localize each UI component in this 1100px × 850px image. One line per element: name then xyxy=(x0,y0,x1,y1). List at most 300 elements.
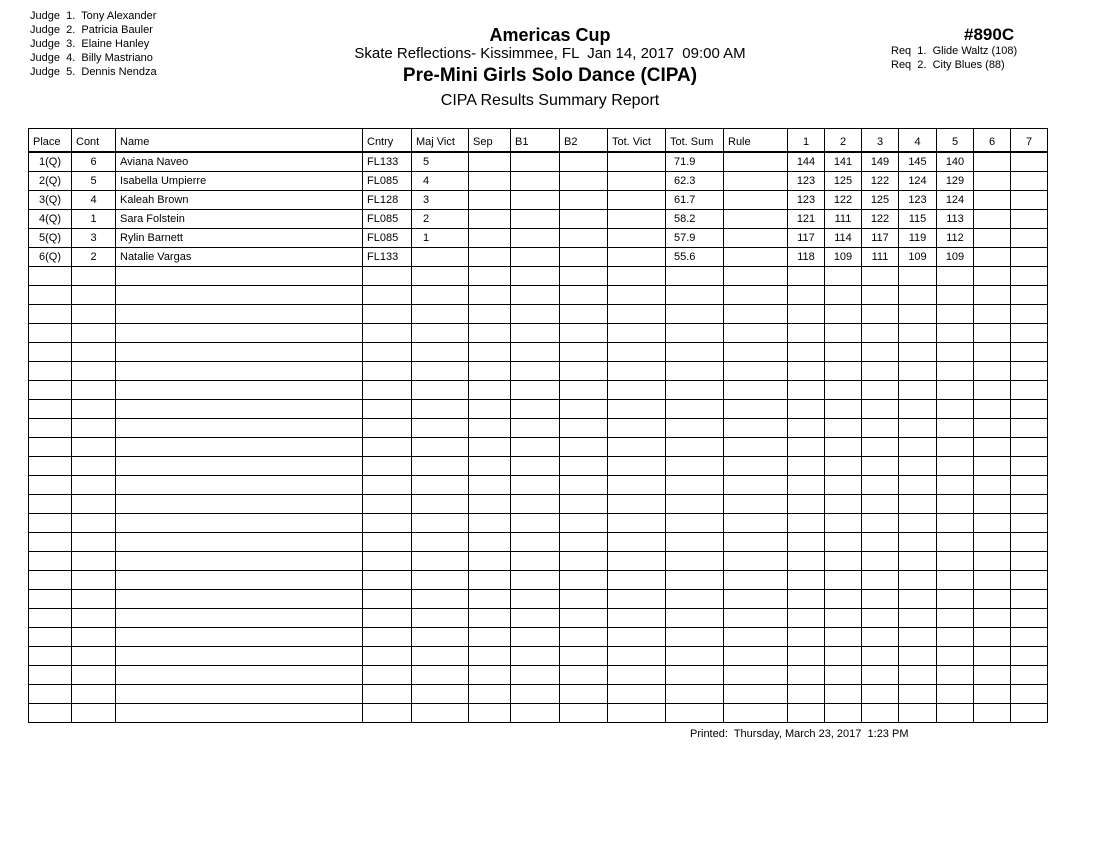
cell-b2 xyxy=(560,495,608,514)
cell-b2 xyxy=(560,267,608,286)
cell-tot-sum xyxy=(666,438,724,457)
cell-b1 xyxy=(511,514,560,533)
cell-judge-2-score xyxy=(825,362,862,381)
cell-cntry xyxy=(363,571,412,590)
cell-judge-5-score xyxy=(937,343,974,362)
cell-judge-4-score xyxy=(899,457,937,476)
cell-name xyxy=(116,514,363,533)
cell-judge-3-score xyxy=(862,571,899,590)
cell-sep xyxy=(469,172,511,191)
cell-judge-2-score xyxy=(825,571,862,590)
cell-name xyxy=(116,343,363,362)
cell-maj-vict xyxy=(412,362,469,381)
cell-cont xyxy=(72,305,116,324)
cell-judge-3-score xyxy=(862,343,899,362)
cell-judge-7-score xyxy=(1011,685,1048,704)
cell-cntry xyxy=(363,324,412,343)
cell-place: 4(Q) xyxy=(29,210,72,229)
cell-cont xyxy=(72,571,116,590)
cell-judge-4-score: 109 xyxy=(899,248,937,267)
cell-judge-7-score xyxy=(1011,514,1048,533)
cell-sep xyxy=(469,571,511,590)
cell-tot-sum: 58.2 xyxy=(666,210,724,229)
venue-date: Skate Reflections- Kissimmee, FL Jan 14, 2017 09:00 AM xyxy=(354,45,746,62)
col-tot-sum: Tot. Sum xyxy=(666,129,724,153)
cell-b1 xyxy=(511,571,560,590)
cell-judge-6-score xyxy=(974,457,1011,476)
cell-cont xyxy=(72,704,116,723)
cell-judge-2-score xyxy=(825,324,862,343)
cell-judge-7-score xyxy=(1011,438,1048,457)
cell-tot-vict xyxy=(608,305,666,324)
cell-tot-sum: 55.6 xyxy=(666,248,724,267)
cell-b2 xyxy=(560,381,608,400)
cell-judge-1-score: 121 xyxy=(788,210,825,229)
cell-b2 xyxy=(560,685,608,704)
cell-sep xyxy=(469,210,511,229)
cell-name xyxy=(116,704,363,723)
cell-name: Sara Folstein xyxy=(116,210,363,229)
cell-cntry xyxy=(363,476,412,495)
cell-maj-vict xyxy=(412,571,469,590)
cell-cntry xyxy=(363,514,412,533)
cell-tot-sum xyxy=(666,286,724,305)
cell-judge-3-score xyxy=(862,533,899,552)
cell-name xyxy=(116,324,363,343)
cell-maj-vict xyxy=(412,495,469,514)
cell-rule xyxy=(724,152,788,172)
cell-sep xyxy=(469,152,511,172)
cell-judge-4-score: 119 xyxy=(899,229,937,248)
cell-judge-2-score xyxy=(825,647,862,666)
cell-tot-vict xyxy=(608,476,666,495)
judge-3: Judge 3. Elaine Hanley xyxy=(30,38,150,50)
cell-b2 xyxy=(560,571,608,590)
cell-tot-vict xyxy=(608,229,666,248)
cell-cntry: FL085 xyxy=(363,172,412,191)
cell-judge-3-score xyxy=(862,267,899,286)
cell-cont xyxy=(72,666,116,685)
cell-sep xyxy=(469,400,511,419)
cell-tot-vict xyxy=(608,419,666,438)
cell-place xyxy=(29,590,72,609)
cell-b1 xyxy=(511,381,560,400)
empty-row xyxy=(29,609,1048,628)
cell-tot-sum xyxy=(666,571,724,590)
cell-tot-vict xyxy=(608,495,666,514)
cell-b2 xyxy=(560,552,608,571)
cell-place xyxy=(29,324,72,343)
cell-tot-vict xyxy=(608,609,666,628)
cell-maj-vict xyxy=(412,704,469,723)
cell-tot-vict xyxy=(608,286,666,305)
cell-cntry xyxy=(363,495,412,514)
cell-b1 xyxy=(511,362,560,381)
col-judge-4: 4 xyxy=(899,129,937,153)
cell-judge-3-score: 125 xyxy=(862,191,899,210)
cell-place: 1(Q) xyxy=(29,152,72,172)
cell-rule xyxy=(724,685,788,704)
cell-judge-4-score xyxy=(899,343,937,362)
cell-tot-sum xyxy=(666,628,724,647)
cell-cntry xyxy=(363,647,412,666)
cell-tot-sum xyxy=(666,381,724,400)
empty-row xyxy=(29,685,1048,704)
empty-row xyxy=(29,419,1048,438)
cell-judge-5-score xyxy=(937,267,974,286)
cell-b2 xyxy=(560,210,608,229)
cell-judge-3-score xyxy=(862,324,899,343)
cell-judge-5-score xyxy=(937,286,974,305)
cell-judge-2-score xyxy=(825,628,862,647)
cell-cntry: FL133 xyxy=(363,248,412,267)
cell-b1 xyxy=(511,533,560,552)
cell-judge-6-score xyxy=(974,248,1011,267)
cell-judge-2-score: 109 xyxy=(825,248,862,267)
cell-b2 xyxy=(560,666,608,685)
cell-judge-6-score xyxy=(974,400,1011,419)
cell-cont: 3 xyxy=(72,229,116,248)
cell-name xyxy=(116,286,363,305)
cell-b1 xyxy=(511,438,560,457)
cell-maj-vict xyxy=(412,609,469,628)
cell-b1 xyxy=(511,229,560,248)
cell-b1 xyxy=(511,210,560,229)
cell-judge-1-score xyxy=(788,476,825,495)
col-rule: Rule xyxy=(724,129,788,153)
cell-judge-4-score: 145 xyxy=(899,152,937,172)
cell-maj-vict xyxy=(412,438,469,457)
cell-b1 xyxy=(511,647,560,666)
cell-judge-6-score xyxy=(974,571,1011,590)
cell-maj-vict xyxy=(412,552,469,571)
col-judge-7: 7 xyxy=(1011,129,1048,153)
cell-sep xyxy=(469,324,511,343)
cell-judge-1-score xyxy=(788,419,825,438)
col-b2: B2 xyxy=(560,129,608,153)
cell-judge-6-score xyxy=(974,152,1011,172)
cell-tot-sum xyxy=(666,400,724,419)
empty-row xyxy=(29,590,1048,609)
cell-cntry xyxy=(363,400,412,419)
cell-judge-1-score: 123 xyxy=(788,191,825,210)
cell-judge-1-score xyxy=(788,362,825,381)
cell-judge-1-score xyxy=(788,438,825,457)
col-place: Place xyxy=(29,129,72,153)
cell-judge-3-score: 122 xyxy=(862,210,899,229)
cell-judge-6-score xyxy=(974,685,1011,704)
cell-cntry xyxy=(363,609,412,628)
cell-judge-5-score xyxy=(937,704,974,723)
cell-judge-5-score xyxy=(937,685,974,704)
competition-title: Americas Cup xyxy=(489,25,611,45)
cell-rule xyxy=(724,571,788,590)
cell-tot-sum xyxy=(666,324,724,343)
event-code: #890C xyxy=(964,25,1015,44)
cell-tot-vict xyxy=(608,438,666,457)
cell-tot-vict xyxy=(608,704,666,723)
cell-cont xyxy=(72,267,116,286)
cell-sep xyxy=(469,343,511,362)
cell-maj-vict: 4 xyxy=(412,172,469,191)
cell-judge-5-score: 129 xyxy=(937,172,974,191)
cell-tot-sum xyxy=(666,704,724,723)
table-row xyxy=(29,248,1048,267)
cell-cont xyxy=(72,419,116,438)
cell-judge-5-score xyxy=(937,590,974,609)
empty-row xyxy=(29,267,1048,286)
cell-place: 5(Q) xyxy=(29,229,72,248)
cell-judge-6-score xyxy=(974,286,1011,305)
cell-b1 xyxy=(511,590,560,609)
cell-judge-7-score xyxy=(1011,457,1048,476)
cell-sep xyxy=(469,609,511,628)
cell-b1 xyxy=(511,628,560,647)
cell-judge-3-score xyxy=(862,476,899,495)
cell-judge-1-score xyxy=(788,628,825,647)
cell-place xyxy=(29,286,72,305)
cell-judge-6-score xyxy=(974,267,1011,286)
cell-b1 xyxy=(511,152,560,172)
cell-judge-4-score: 115 xyxy=(899,210,937,229)
cell-cont xyxy=(72,457,116,476)
cell-maj-vict xyxy=(412,590,469,609)
cell-judge-4-score xyxy=(899,476,937,495)
cell-judge-2-score xyxy=(825,305,862,324)
cell-judge-6-score xyxy=(974,438,1011,457)
results-table xyxy=(28,128,1048,723)
cell-cont xyxy=(72,533,116,552)
cell-place xyxy=(29,267,72,286)
cell-sep xyxy=(469,704,511,723)
cell-judge-4-score xyxy=(899,571,937,590)
empty-row xyxy=(29,514,1048,533)
col-b1: B1 xyxy=(511,129,560,153)
cell-judge-7-score xyxy=(1011,343,1048,362)
cell-judge-4-score xyxy=(899,552,937,571)
cell-place xyxy=(29,362,72,381)
cell-cntry xyxy=(363,552,412,571)
cell-name: Natalie Vargas xyxy=(116,248,363,267)
cell-judge-5-score xyxy=(937,552,974,571)
cell-sep xyxy=(469,552,511,571)
cell-judge-6-score xyxy=(974,172,1011,191)
cell-place xyxy=(29,381,72,400)
cell-maj-vict: 3 xyxy=(412,191,469,210)
cell-tot-vict xyxy=(608,666,666,685)
cell-b2 xyxy=(560,286,608,305)
cell-b1 xyxy=(511,248,560,267)
col-sep: Sep xyxy=(469,129,511,153)
cell-rule xyxy=(724,419,788,438)
cell-cntry: FL085 xyxy=(363,229,412,248)
cell-cntry xyxy=(363,362,412,381)
cell-judge-5-score: 140 xyxy=(937,152,974,172)
cell-name xyxy=(116,438,363,457)
cell-b2 xyxy=(560,590,608,609)
cell-judge-2-score xyxy=(825,343,862,362)
cell-b1 xyxy=(511,476,560,495)
cell-name xyxy=(116,552,363,571)
cell-b2 xyxy=(560,172,608,191)
cell-judge-5-score xyxy=(937,666,974,685)
cell-judge-1-score: 123 xyxy=(788,172,825,191)
cell-judge-3-score xyxy=(862,495,899,514)
cell-judge-7-score xyxy=(1011,362,1048,381)
cell-judge-6-score xyxy=(974,628,1011,647)
cell-name xyxy=(116,419,363,438)
cell-rule xyxy=(724,590,788,609)
cell-cntry xyxy=(363,533,412,552)
empty-row xyxy=(29,552,1048,571)
cell-cntry xyxy=(363,419,412,438)
cell-sep xyxy=(469,286,511,305)
cell-judge-4-score xyxy=(899,685,937,704)
cell-cntry xyxy=(363,457,412,476)
cell-judge-1-score xyxy=(788,552,825,571)
cell-name: Kaleah Brown xyxy=(116,191,363,210)
cell-place xyxy=(29,419,72,438)
cell-judge-6-score xyxy=(974,191,1011,210)
cell-judge-6-score xyxy=(974,305,1011,324)
empty-row xyxy=(29,438,1048,457)
cell-sep xyxy=(469,191,511,210)
cell-place: 2(Q) xyxy=(29,172,72,191)
cell-b2 xyxy=(560,152,608,172)
table-row xyxy=(29,172,1048,191)
cell-tot-vict xyxy=(608,628,666,647)
cell-judge-5-score xyxy=(937,381,974,400)
cell-tot-sum: 62.3 xyxy=(666,172,724,191)
cell-judge-1-score xyxy=(788,305,825,324)
cell-sep xyxy=(469,590,511,609)
cell-judge-5-score xyxy=(937,495,974,514)
empty-row xyxy=(29,533,1048,552)
cell-cont: 6 xyxy=(72,152,116,172)
empty-row xyxy=(29,647,1048,666)
cell-rule xyxy=(724,647,788,666)
cell-place xyxy=(29,685,72,704)
cell-place xyxy=(29,305,72,324)
cell-cntry xyxy=(363,305,412,324)
cell-judge-6-score xyxy=(974,609,1011,628)
cell-judge-3-score xyxy=(862,552,899,571)
cell-judge-2-score xyxy=(825,685,862,704)
cell-place xyxy=(29,628,72,647)
cell-judge-1-score xyxy=(788,685,825,704)
cell-rule xyxy=(724,533,788,552)
cell-sep xyxy=(469,438,511,457)
cell-cntry: FL128 xyxy=(363,191,412,210)
cell-judge-2-score xyxy=(825,286,862,305)
cell-b2 xyxy=(560,647,608,666)
cell-judge-7-score xyxy=(1011,191,1048,210)
cell-judge-3-score xyxy=(862,628,899,647)
empty-row xyxy=(29,362,1048,381)
cell-tot-vict xyxy=(608,248,666,267)
cell-judge-5-score: 113 xyxy=(937,210,974,229)
cell-tot-vict xyxy=(608,457,666,476)
cell-rule xyxy=(724,172,788,191)
judge-4: Judge 4. Billy Mastriano xyxy=(30,52,153,64)
cell-tot-sum xyxy=(666,552,724,571)
cell-rule xyxy=(724,324,788,343)
cell-sep xyxy=(469,685,511,704)
cell-judge-6-score xyxy=(974,704,1011,723)
cell-maj-vict xyxy=(412,419,469,438)
cell-name: Rylin Barnett xyxy=(116,229,363,248)
cell-rule xyxy=(724,514,788,533)
cell-judge-7-score xyxy=(1011,704,1048,723)
cell-judge-4-score xyxy=(899,419,937,438)
cell-maj-vict xyxy=(412,305,469,324)
cell-judge-1-score xyxy=(788,609,825,628)
cell-tot-vict xyxy=(608,533,666,552)
cell-cont: 2 xyxy=(72,248,116,267)
cell-tot-sum xyxy=(666,476,724,495)
empty-row xyxy=(29,476,1048,495)
cell-judge-2-score: 122 xyxy=(825,191,862,210)
cell-judge-7-score xyxy=(1011,666,1048,685)
col-maj-vict: Maj Vict xyxy=(412,129,469,153)
col-name: Name xyxy=(116,129,363,153)
cell-judge-4-score xyxy=(899,438,937,457)
col-judge-5: 5 xyxy=(937,129,974,153)
col-tot-vict: Tot. Vict xyxy=(608,129,666,153)
event-title: Pre-Mini Girls Solo Dance (CIPA) xyxy=(402,65,698,86)
cell-judge-5-score xyxy=(937,628,974,647)
cell-place xyxy=(29,533,72,552)
cell-judge-4-score xyxy=(899,305,937,324)
cell-rule xyxy=(724,191,788,210)
table-row xyxy=(29,152,1048,172)
cell-judge-4-score xyxy=(899,495,937,514)
cell-judge-5-score xyxy=(937,476,974,495)
cell-judge-6-score xyxy=(974,229,1011,248)
cell-cntry xyxy=(363,343,412,362)
col-judge-3: 3 xyxy=(862,129,899,153)
cell-judge-2-score xyxy=(825,400,862,419)
cell-name xyxy=(116,571,363,590)
cell-judge-1-score: 117 xyxy=(788,229,825,248)
cell-judge-4-score xyxy=(899,267,937,286)
cell-tot-vict xyxy=(608,571,666,590)
cell-judge-7-score xyxy=(1011,419,1048,438)
cell-b1 xyxy=(511,191,560,210)
cell-sep xyxy=(469,495,511,514)
cell-tot-sum: 57.9 xyxy=(666,229,724,248)
cell-judge-7-score xyxy=(1011,400,1048,419)
cell-b1 xyxy=(511,495,560,514)
cell-maj-vict xyxy=(412,400,469,419)
cell-judge-7-score xyxy=(1011,647,1048,666)
cell-judge-5-score: 109 xyxy=(937,248,974,267)
cell-tot-sum xyxy=(666,305,724,324)
col-cont: Cont xyxy=(72,129,116,153)
cell-cont xyxy=(72,324,116,343)
cell-judge-2-score xyxy=(825,267,862,286)
cell-rule xyxy=(724,476,788,495)
cell-cont xyxy=(72,476,116,495)
cell-name xyxy=(116,628,363,647)
cell-judge-4-score: 124 xyxy=(899,172,937,191)
cell-cont xyxy=(72,628,116,647)
cell-tot-sum xyxy=(666,267,724,286)
cell-judge-5-score: 124 xyxy=(937,191,974,210)
cell-b2 xyxy=(560,305,608,324)
table-row xyxy=(29,191,1048,210)
cell-maj-vict xyxy=(412,533,469,552)
